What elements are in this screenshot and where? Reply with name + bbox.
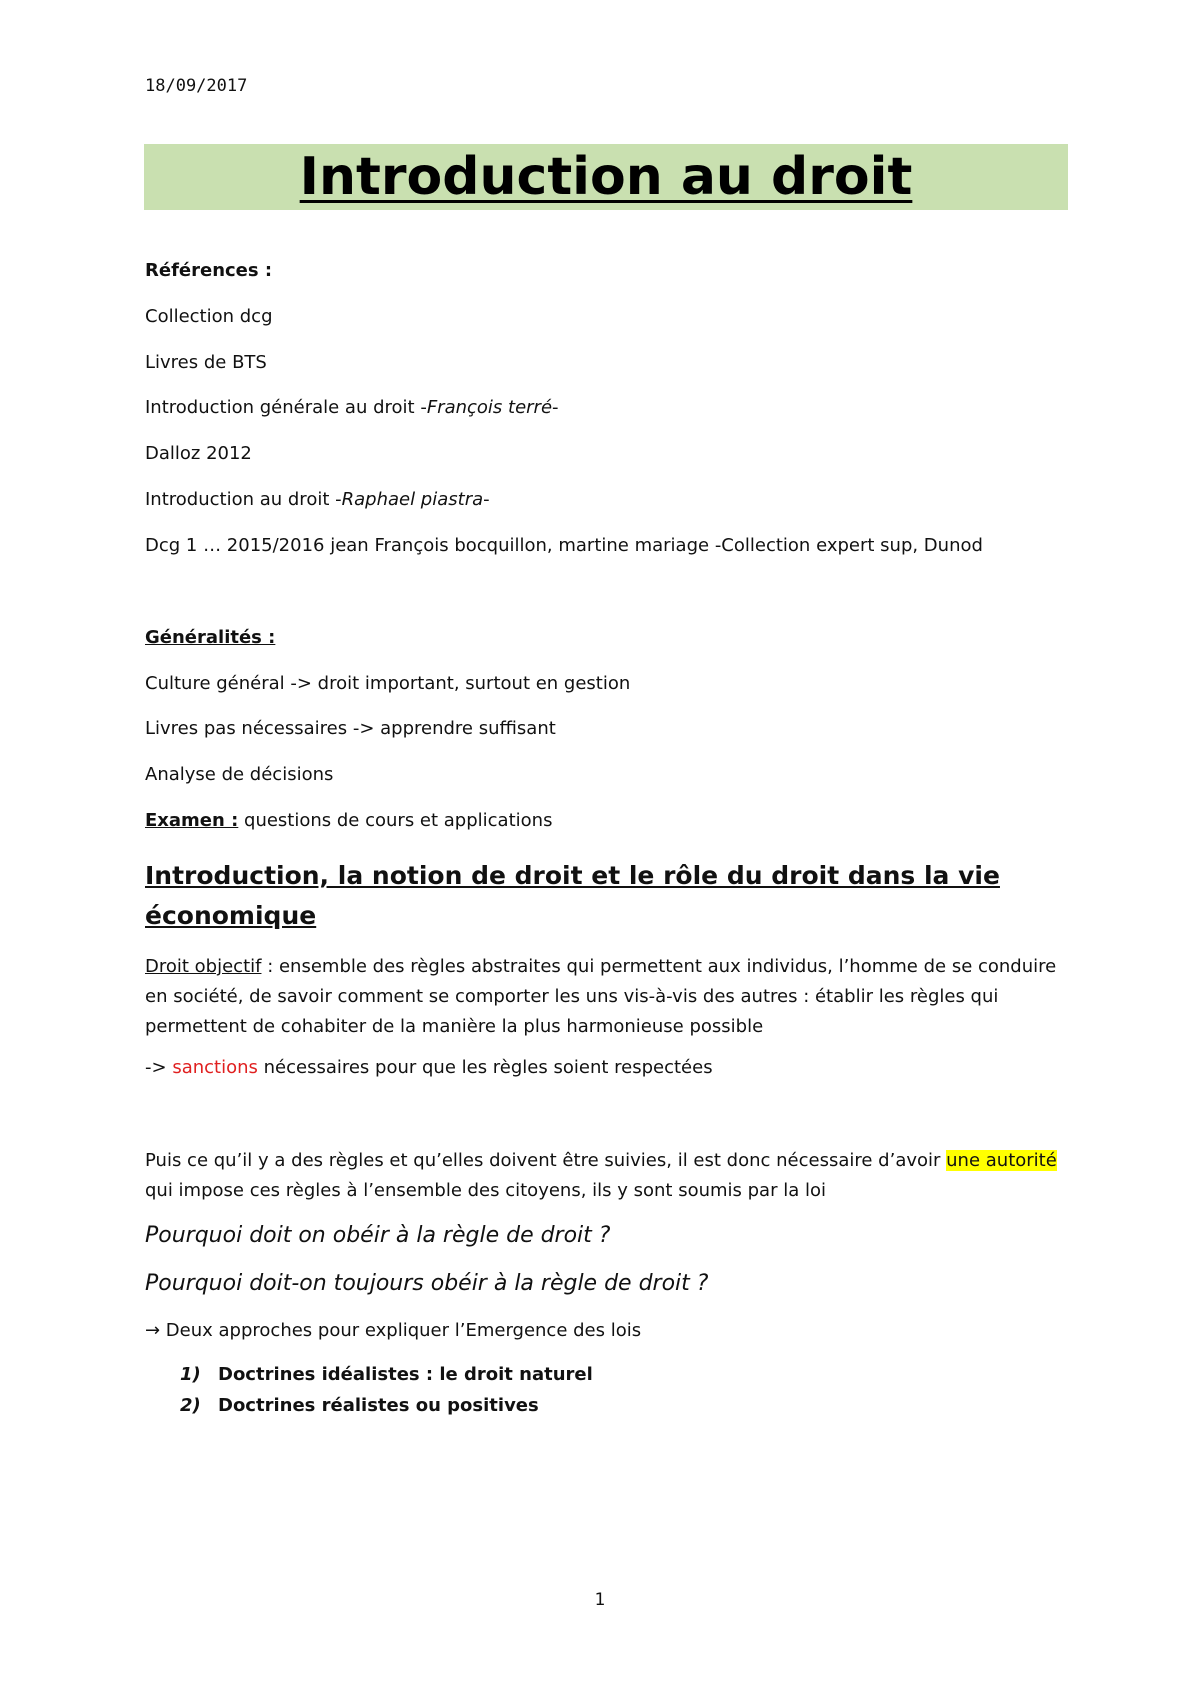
reference-item: Collection dcg: [145, 306, 273, 327]
reference-text: Introduction au droit -: [145, 489, 342, 510]
generalites-item: Culture général -> droit important, surtout en gestion: [145, 673, 631, 694]
generalites-item: Analyse de décisions: [145, 764, 334, 785]
generalites-item: Livres pas nécessaires -> apprendre suffisant: [145, 718, 556, 739]
droit-objectif-text: : ensemble des règles abstraites qui permettent aux individus, l’homme de se conduire en société, de savoir comment se comporter les uns vis-à-vis des autres : établir les règles qui permettent de cohabiter de la manière la plus harmonieuse possible: [145, 956, 1057, 1037]
arrow-prefix: ->: [145, 1057, 173, 1078]
reference-author: Raphael piastra: [341, 489, 484, 510]
droit-objectif-label: Droit objectif: [145, 956, 262, 977]
reference-dash: -: [552, 397, 559, 418]
question-1: Pourquoi doit on obéir à la règle de droit ?: [145, 1223, 611, 1248]
reference-dash: -: [483, 489, 490, 510]
sanctions-word: sanctions: [172, 1057, 258, 1078]
document-date: 18/09/2017: [145, 76, 248, 96]
reference-item: Livres de BTS: [145, 352, 267, 373]
doctrine-item: [180, 1395, 539, 1416]
section-heading: Introduction, la notion de droit et le rôle du droit dans la vie économique: [145, 861, 1000, 930]
exam-label: Examen :: [145, 810, 239, 831]
reference-author: François terré: [426, 397, 553, 418]
question-2: Pourquoi doit-on toujours obéir à la règle de droit ?: [145, 1271, 709, 1296]
doctrine-item: [180, 1364, 593, 1385]
references-heading: Références :: [145, 260, 273, 281]
reference-item: Dalloz 2012: [145, 443, 252, 464]
reference-item: [145, 489, 490, 510]
autorite-paragraph: [145, 1146, 1075, 1206]
generalites-heading: Généralités :: [145, 627, 276, 648]
doctrine-number: 1): [180, 1364, 201, 1385]
page-number: 1: [594, 1590, 606, 1610]
sanctions-text: nécessaires pour que les règles soient respectées: [257, 1057, 713, 1078]
doctrine-text: Doctrines réalistes ou positives: [218, 1395, 539, 1416]
autorite-after: qui impose ces règles à l’ensemble des citoyens, ils y sont soumis par la loi: [145, 1180, 826, 1201]
doctrine-text: Doctrines idéalistes : le droit naturel: [218, 1364, 593, 1385]
reference-text: Introduction générale au droit -: [145, 397, 427, 418]
reference-item: Dcg 1 … 2015/2016 jean François bocquillon, martine mariage -Collection expert sup, Dunod: [145, 535, 983, 556]
approaches-line: → Deux approches pour expliquer l’Emergence des lois: [145, 1320, 642, 1341]
document-title: Introduction au droit: [299, 147, 913, 207]
autorite-highlight: une autorité: [946, 1150, 1057, 1171]
autorite-before: Puis ce qu’il y a des règles et qu’elles doivent être suivies, il est donc nécessaire d’avoir: [145, 1150, 947, 1171]
reference-item: [145, 397, 559, 418]
sanctions-line: [145, 1057, 713, 1078]
exam-text: questions de cours et applications: [238, 810, 553, 831]
doctrine-number: 2): [180, 1395, 201, 1416]
droit-objectif-paragraph: [145, 952, 1075, 1042]
title-banner: [144, 144, 1068, 210]
exam-line: [145, 810, 552, 831]
